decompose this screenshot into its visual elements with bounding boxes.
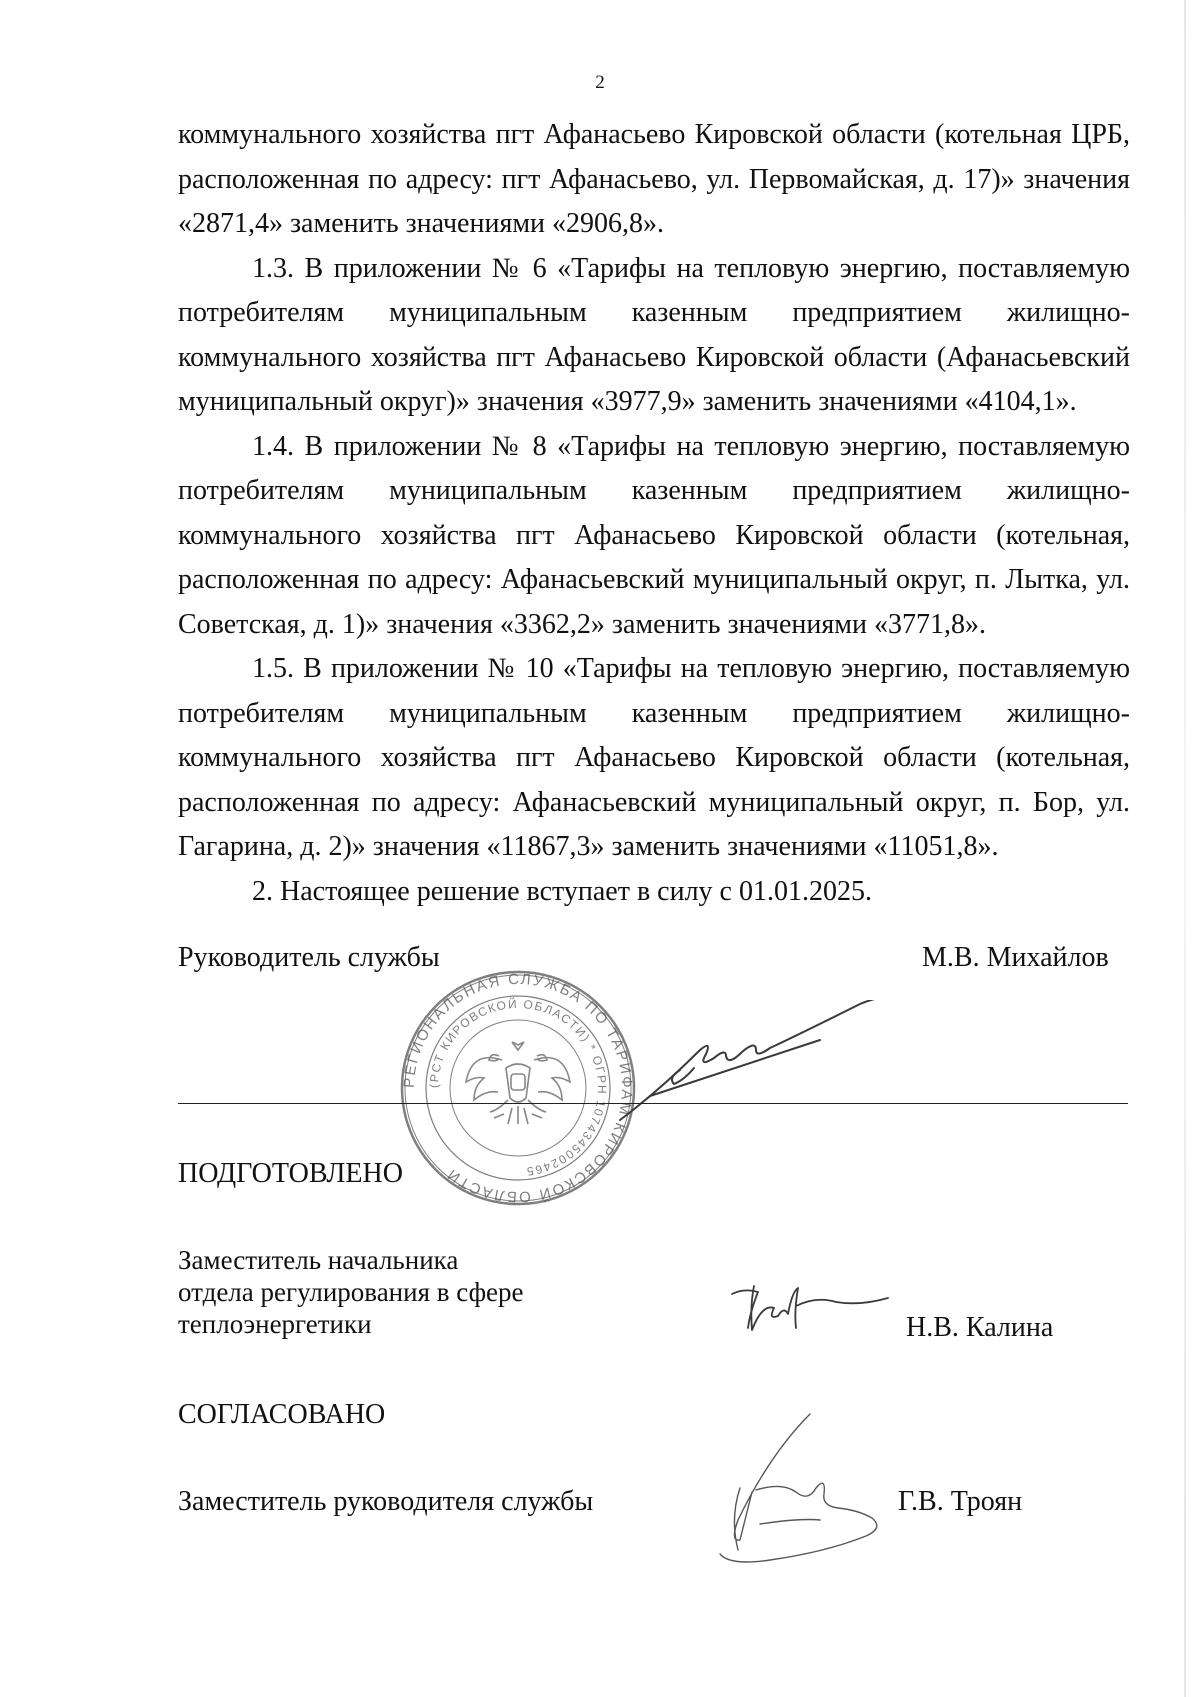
head-handwritten-signature	[610, 1000, 940, 1130]
agreed-handwritten-signature	[700, 1404, 910, 1594]
prepared-position-line: отдела регулирования в сфере	[178, 1277, 524, 1307]
signature-divider-line	[178, 1103, 1128, 1104]
prepared-position-label	[178, 1244, 524, 1340]
prepared-heading: ПОДГОТОВЛЕНО	[178, 1158, 403, 1189]
agreed-signatory-name: Г.В. Троян	[898, 1486, 1023, 1517]
eagle-emblem-icon	[466, 1042, 570, 1124]
document-body	[178, 113, 1130, 914]
prepared-position-line: теплоэнергетики	[178, 1309, 372, 1339]
agreed-position-label: Заместитель руководителя службы	[178, 1486, 594, 1517]
paragraph-1-3: 1.3. В приложении № 6 «Тарифы на тепловую энергию, поставляемую потребителям муниципальным казенным предприятием жилищно-коммунального хозяйства пгт Афанасьево Кировской области (Афанасьевский муниципальный округ)» значения «3977,9» заменить значениями «4104,1».	[178, 252, 1130, 417]
head-signature-name: М.В. Михайлов	[922, 942, 1109, 973]
agreed-heading: СОГЛАСОВАНО	[178, 1399, 386, 1430]
page-number: 2	[595, 72, 605, 93]
paragraph-1-2-continuation: коммунального хозяйства пгт Афанасьево Кировской области (котельная ЦРБ, расположенная по адресу: пгт Афанасьево, ул. Первомайская, д. 17)» значения «2871,4» заменить значениями «2906,8».	[178, 119, 1130, 239]
svg-text:(РСТ КИРОВСКОЙ ОБЛАСТИ) * ОГРН	[427, 996, 609, 1179]
scan-edge-shadow	[1184, 0, 1186, 1697]
official-stamp	[398, 968, 638, 1208]
prepared-handwritten-signature	[724, 1272, 894, 1342]
stamp-outer-text: РЕГИОНАЛЬНАЯ СЛУЖБА ПО ТАРИФАМ КИРОВСКОЙ ОБЛАСТИ	[400, 970, 636, 1206]
prepared-signatory-name: Н.В. Калина	[906, 1312, 1054, 1343]
paragraph-1-4: 1.4. В приложении № 8 «Тарифы на тепловую энергию, поставляемую потребителям муниципальным казенным предприятием жилищно-коммунального хозяйства пгт Афанасьево Кировской области (котельная, расположенная по адресу: Афанасьевский муниципальный округ, п. Лытка, ул. Советская, д. 1)» значения «3362,2» заменить значениями «3771,8».	[178, 430, 1130, 640]
head-signature-label: Руководитель службы	[178, 942, 440, 973]
stamp-inner-text: (РСТ КИРОВСКОЙ ОБЛАСТИ) * ОГРН 1074345002465	[426, 996, 610, 1179]
prepared-position-line: Заместитель начальника	[178, 1245, 459, 1275]
paragraph-1-5: 1.5. В приложении № 10 «Тарифы на тепловую энергию, поставляемую потребителям муниципальным казенным предприятием жилищно-коммунального хозяйства пгт Афанасьево Кировской области (котельная, расположенная по адресу: Афанасьевский муниципальный округ, п. Бор, ул. Гагарина, д. 2)» значения «11867,3» заменить значениями «11051,8».	[178, 653, 1130, 862]
paragraph-2-effective-date: 2. Настоящее решение вступает в силу с 01.01.2025.	[252, 875, 872, 907]
